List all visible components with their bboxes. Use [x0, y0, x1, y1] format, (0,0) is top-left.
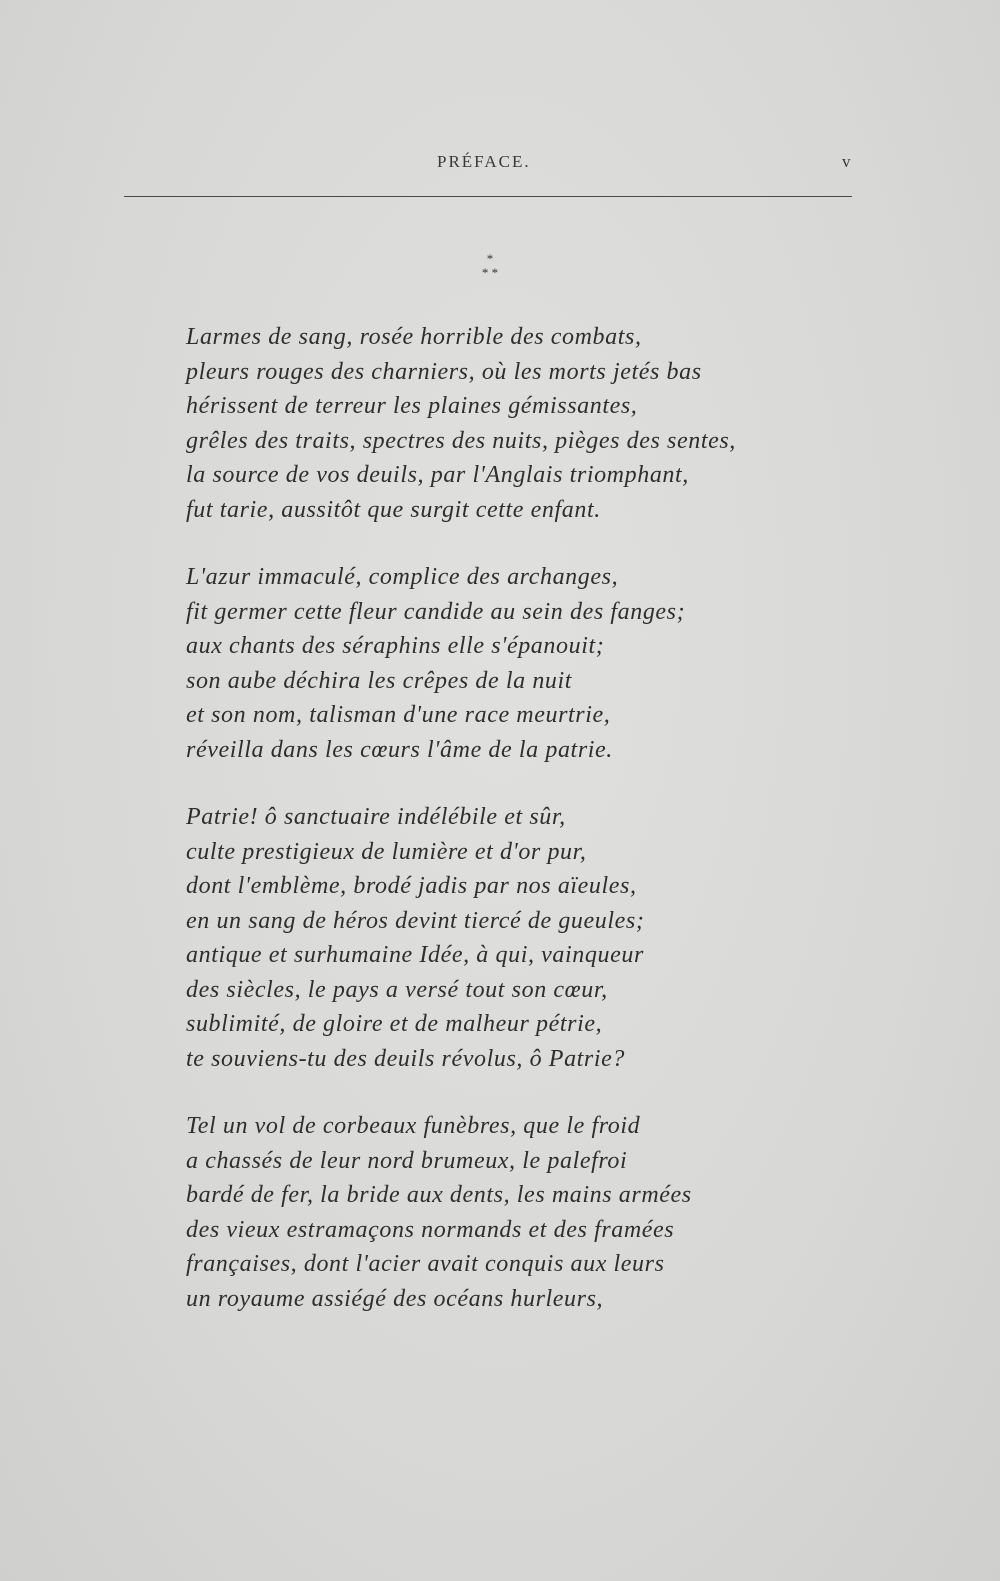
verse-line: des siècles, le pays a versé tout son cœur, — [186, 976, 608, 1003]
stanza-4 — [186, 1109, 826, 1316]
verse-line: fut tarie, aussitôt que surgit cette enfant. — [186, 496, 601, 523]
asterism — [470, 252, 510, 286]
verse-line: la source de vos deuils, par l'Anglais triomphant, — [186, 462, 689, 488]
running-head — [0, 152, 1000, 182]
verse-line: dont l'emblème, brodé jadis par nos aïeules, — [186, 873, 637, 899]
stanza-1 — [186, 320, 826, 527]
poem — [186, 320, 826, 1349]
verse-line: et son nom, talisman d'une race meurtrie, — [186, 702, 611, 728]
verse-line: hérissent de terreur les plaines gémissantes, — [186, 393, 638, 419]
verse-line: des vieux estramaçons normands et des framées — [186, 1216, 675, 1243]
asterism-bottom: * * — [481, 265, 499, 280]
verse-line: son aube déchira les crêpes de la nuit — [186, 667, 573, 694]
verse-line: aux chants des séraphins elle s'épanouit; — [186, 633, 605, 659]
verse-line: bardé de fer, la bride aux dents, les mains armées — [186, 1182, 692, 1208]
verse-line: antique et surhumaine Idée, à qui, vainqueur — [186, 942, 644, 968]
header-rule — [124, 196, 852, 197]
verse-line: a chassés de leur nord brumeux, le palefroi — [186, 1147, 628, 1174]
verse-line: Tel un vol de corbeaux funèbres, que le froid — [186, 1113, 641, 1139]
verse-line: sublimité, de gloire et de malheur pétrie, — [186, 1011, 603, 1037]
stanza-3 — [186, 800, 826, 1076]
verse-line: françaises, dont l'acier avait conquis aux leurs — [186, 1251, 665, 1277]
verse-line: un royaume assiégé des océans hurleurs, — [186, 1285, 604, 1312]
verse-line: Patrie! ô sanctuaire indélébile et sûr, — [186, 804, 566, 830]
running-title: PRÉFACE. — [437, 152, 531, 171]
page-number: v — [842, 152, 851, 171]
stanza-2 — [186, 560, 826, 767]
verse-line: pleurs rouges des charniers, où les morts jetés bas — [186, 358, 702, 385]
verse-line: réveilla dans les cœurs l'âme de la patrie. — [186, 736, 613, 763]
verse-line: fit germer cette fleur candide au sein des fanges; — [186, 598, 686, 625]
verse-line: te souviens-tu des deuils révolus, ô Patrie? — [186, 1045, 625, 1072]
asterism-top: * — [486, 251, 494, 266]
verse-line: L'azur immaculé, complice des archanges, — [186, 564, 619, 590]
verse-line: en un sang de héros devint tiercé de gueules; — [186, 907, 645, 934]
verse-line: Larmes de sang, rosée horrible des combats, — [186, 324, 642, 350]
verse-line: grêles des traits, spectres des nuits, pièges des sentes, — [186, 427, 736, 454]
verse-line: culte prestigieux de lumière et d'or pur, — [186, 838, 587, 865]
